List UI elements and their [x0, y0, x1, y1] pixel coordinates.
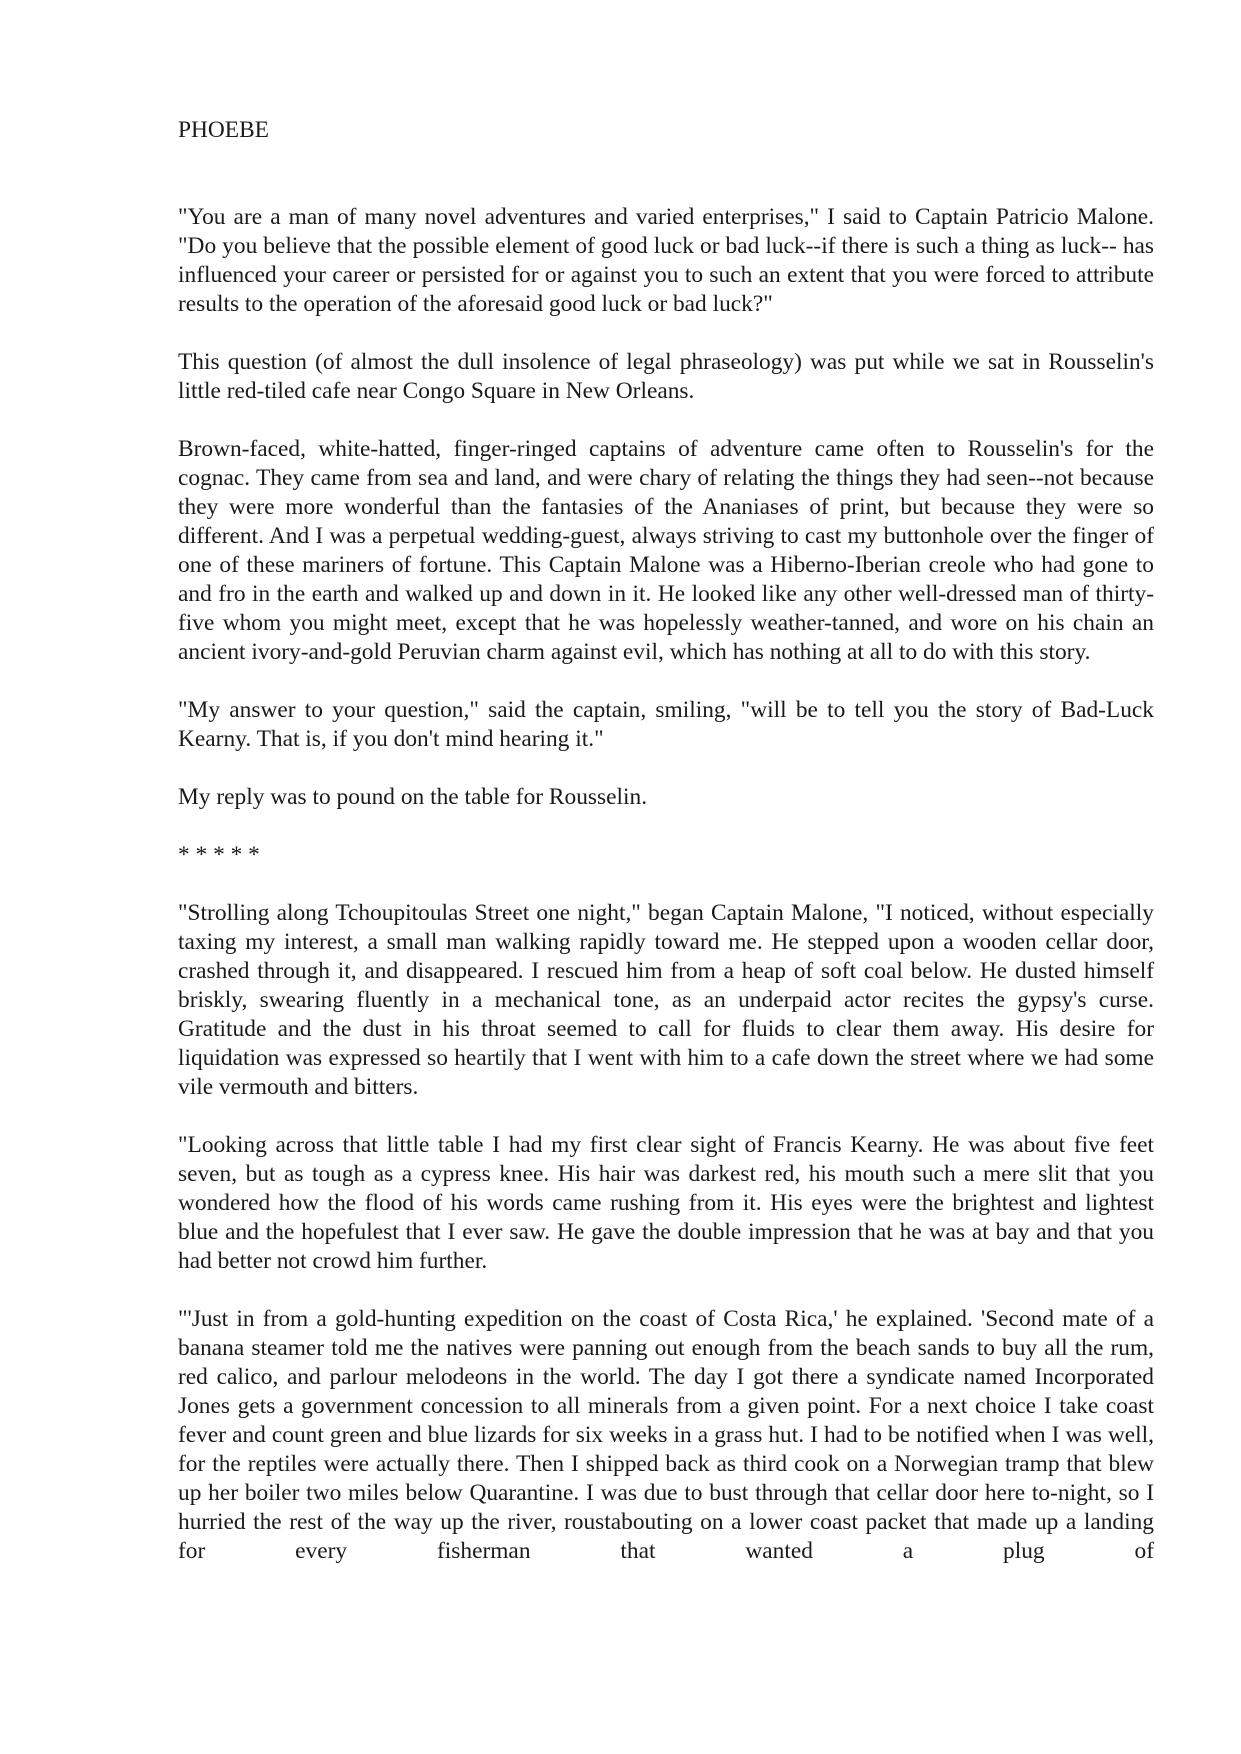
- paragraph: "Strolling along Tchoupitoulas Street one night," began Captain Malone, "I noticed, without especially taxing my interest, a small man walking rapidly toward me. He stepped upon a wooden cellar door, crashed through it, and disappeared. I rescued him from a heap of soft coal below. He dusted himself briskly, swearing fluently in a mechanical tone, as an underpaid actor recites the gypsy's curse. Gratitude and the dust in his throat seemed to call for fluids to clear them away. His desire for liquidation was expressed so heartily that I went with him to a cafe down the street where we had some vile vermouth and bitters.: [178, 900, 1154, 1100]
- paragraph: My reply was to pound on the table for Rousselin.: [178, 784, 648, 810]
- paragraph: "My answer to your question," said the captain, smiling, "will be to tell you the story of Bad-Luck Kearny. That is, if you don't mind hearing it.": [178, 697, 1154, 752]
- document-page: [178, 116, 1154, 1566]
- document-title: PHOEBE: [178, 117, 269, 143]
- paragraph: This question (of almost the dull insolence of legal phraseology) was put while we sat in Rousselin's little red-tiled cafe near Congo Square in New Orleans.: [178, 349, 1154, 404]
- section-separator: * * * * *: [178, 842, 260, 868]
- paragraph: "'Just in from a gold-hunting expedition on the coast of Costa Rica,' he explained. 'Second mate of a banana steamer told me the natives were panning out enough from the beach sands to buy all the rum, red calico, and parlour melodeons in the world. The day I got there a syndicate named Incorporated Jones gets a government concession to all minerals from a given point. For a next choice I take coast fever and count green and blue lizards for six weeks in a grass hut. I had to be notified when I was well, for the reptiles were actually there. Then I shipped back as third cook on a Norwegian tramp that blew up her boiler two miles below Quarantine. I was due to bust through that cellar door here to-night, so I hurried the rest of the way up the river, roustabouting on a lower coast packet that made up a landing for every fisherman that wanted a plug of: [178, 1306, 1154, 1564]
- paragraph: Brown-faced, white-hatted, finger-ringed captains of adventure came often to Rousselin's for the cognac. They came from sea and land, and were chary of relating the things they had seen--not because they were more wonderful than the fantasies of the Ananiases of print, but because they were so different. And I was a perpetual wedding-guest, always striving to cast my buttonhole over the finger of one of these mariners of fortune. This Captain Malone was a Hiberno-Iberian creole who had gone to and fro in the earth and walked up and down in it. He looked like any other well-dressed man of thirty-five whom you might meet, except that he was hopelessly weather-tanned, and wore on his chain an ancient ivory-and-gold Peruvian charm against evil, which has nothing at all to do with this story.: [178, 436, 1154, 665]
- paragraph: "You are a man of many novel adventures and varied enterprises," I said to Captain Patricio Malone. "Do you believe that the possible element of good luck or bad luck--if there is such a thing as luck-- has influenced your career or persisted for or against you to such an extent that you were forced to attribute results to the operation of the aforesaid good luck or bad luck?": [178, 204, 1154, 317]
- paragraph: "Looking across that little table I had my first clear sight of Francis Kearny. He was about five feet seven, but as tough as a cypress knee. His hair was darkest red, his mouth such a mere slit that you wondered how the flood of his words came rushing from it. His eyes were the brightest and lightest blue and the hopefulest that I ever saw. He gave the double impression that he was at bay and that you had better not crowd him further.: [178, 1132, 1154, 1274]
